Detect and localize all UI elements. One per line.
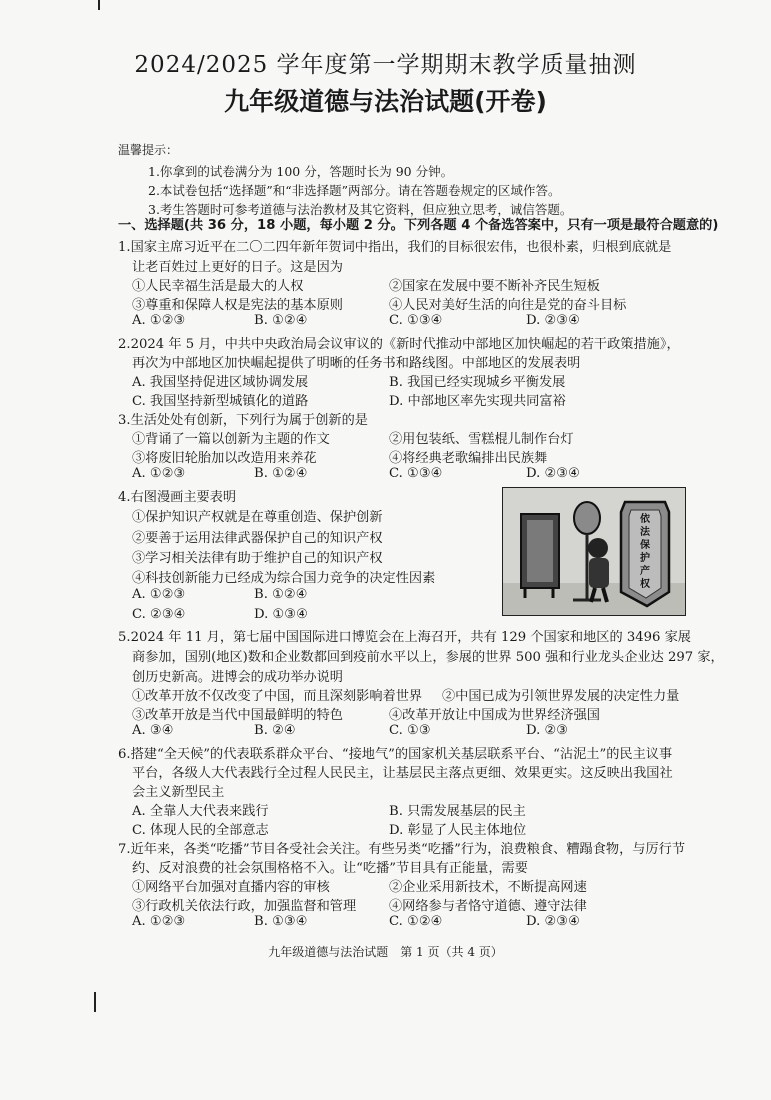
question-1-option-a[interactable]: A. ①②③ [132, 313, 186, 328]
question-5-item: ①改革开放不仅改变了中国，而且深刻影响着世界 [132, 689, 423, 704]
question-3-option-c[interactable]: C. ①③④ [389, 466, 443, 481]
question-3-option-b[interactable]: B. ①②④ [254, 466, 308, 481]
question-5-item: ②中国已成为引领世界发展的决定性力量 [442, 689, 680, 704]
question-1-option-d[interactable]: D. ②③④ [526, 313, 580, 328]
question-7-item: ③行政机关依法行政，加强监督和管理 [132, 899, 357, 914]
question-2-option-b[interactable]: B. 我国已经实现城乡平衡发展 [389, 375, 566, 390]
question-6-option-a[interactable]: A. 全靠人大代表来践行 [132, 804, 269, 819]
question-3-stem: 3.生活处处有创新，下列行为属于创新的是 [118, 413, 368, 428]
question-5-option-d[interactable]: D. ②③ [526, 723, 569, 738]
question-2-stem: 再次为中部地区加快崛起提供了明晰的任务书和路线图。中部地区的发展表明 [132, 356, 581, 371]
cartoon-illustration [503, 488, 685, 615]
question-1-option-c[interactable]: C. ①③④ [389, 313, 443, 328]
question-4-item: ③学习相关法律有助于维护自己的知识产权 [132, 551, 383, 566]
question-4-stem: 4.右图漫画主要表明 [118, 490, 237, 505]
shield-label-char: 保 [640, 540, 650, 551]
question-5-stem: 商参加，国别(地区)数和企业数都回到疫前水平以上，参展的世界 500 强和行业龙头企业达 297 家， [132, 650, 724, 665]
question-4-option-d[interactable]: D. ①③④ [254, 607, 308, 622]
tip-item: 2.本试卷包括“选择题”和“非选择题”两部分。请在答题卷规定的区域作答。 [148, 183, 561, 198]
question-2-option-a[interactable]: A. 我国坚持促进区域协调发展 [132, 375, 309, 390]
shield-label-char: 法 [640, 527, 650, 538]
question-1-stem: 让老百姓过上更好的日子。这是因为 [132, 260, 343, 275]
question-7-stem: 7.近年来，各类“吃播”节目各受社会关注。有些另类“吃播”行为，浪费粮食、糟蹋食物，与厉行节 [118, 842, 686, 857]
tip-item: 3.考生答题时可参考道德与法治教材及其它资料，但应独立思考，诚信答题。 [148, 202, 573, 217]
question-1-option-b[interactable]: B. ①②④ [254, 313, 308, 328]
question-7-option-d[interactable]: D. ②③④ [526, 914, 580, 929]
tips-heading: 温馨提示： [118, 143, 179, 157]
shield-label-char: 依 [640, 514, 650, 525]
section-heading: 一、选择题(共 36 分，18 小题，每小题 2 分。下列各题 4 个备选答案中，只有一项是最符合题意的) [118, 218, 719, 233]
question-5-option-c[interactable]: C. ①③ [389, 723, 431, 738]
question-5-stem: 创历史新高。进博会的成功举办说明 [132, 670, 343, 685]
question-4-option-c[interactable]: C. ②③④ [132, 607, 186, 622]
question-3-item: ②用包装纸、雪糕棍儿制作台灯 [389, 432, 574, 447]
question-6-stem: 平台，各级人大代表践行全过程人民民主，让基层民主落点更细、效果更实。这反映出我国社 [132, 766, 673, 781]
question-6-option-b[interactable]: B. 只需发展基层的民主 [389, 804, 526, 819]
question-5-stem: 5.2024 年 11 月，第七届中国国际进口博览会在上海召开，共有 129 个国家和地区的 3496 家展 [118, 630, 691, 645]
question-4-item: ④科技创新能力已经成为综合国力竞争的决定性因素 [132, 571, 436, 586]
page-footer: 九年级道德与法治试题 第 1 页（共 4 页） [268, 945, 503, 959]
question-7-item: ④网络参与者恪守道德、遵守法律 [389, 899, 587, 914]
shield-label-char: 产 [640, 566, 650, 577]
book-figure [521, 514, 559, 598]
question-5-option-b[interactable]: B. ②④ [254, 723, 296, 738]
question-4-option-b[interactable]: B. ①②④ [254, 587, 308, 602]
question-2-stem: 2.2024 年 5 月，中共中央政治局会议审议的《新时代推动中部地区加快崛起的若干政策措施》， [118, 337, 680, 352]
shield-label-char: 权 [640, 579, 650, 590]
question-4-item: ②要善于运用法律武器保护自己的知识产权 [132, 531, 383, 546]
question-5-item: ③改革开放是当代中国最鲜明的特色 [132, 708, 343, 723]
question-5-item: ④改革开放让中国成为世界经济强国 [389, 708, 600, 723]
question-6-stem: 6.搭建“全天候”的代表联系群众平台、“接地气”的国家机关基层联系平台、“沾泥土”的民主议事 [118, 747, 673, 762]
question-3-item: ③将废旧轮胎加以改造用来养花 [132, 451, 317, 466]
question-7-option-b[interactable]: B. ①③④ [254, 914, 308, 929]
cartoon-image [502, 487, 686, 616]
question-3-item: ④将经典老歌编排出民族舞 [389, 451, 548, 466]
shield-label-char: 护 [640, 553, 650, 564]
question-4-option-a[interactable]: A. ①②③ [132, 587, 186, 602]
exam-title: 2024/2025 学年度第一学期期末教学质量抽测 [134, 52, 637, 78]
question-4-item: ①保护知识产权就是在尊重创造、保护创新 [132, 510, 383, 525]
question-1-stem: 1.国家主席习近平在二〇二四年新年贺词中指出，我们的目标很宏伟，也很朴素，归根到底就是 [118, 240, 672, 255]
question-7-stem: 约、反对浪费的社会氛围格格不入。让“吃播”节目具有正能量，需要 [132, 861, 528, 876]
question-1-item: ①人民幸福生活是最大的人权 [132, 279, 304, 294]
scan-mark-bottom [94, 992, 96, 1012]
question-7-option-c[interactable]: C. ①②④ [389, 914, 443, 929]
question-3-option-d[interactable]: D. ②③④ [526, 466, 580, 481]
question-7-item: ②企业采用新技术，不断提高网速 [389, 880, 587, 895]
tip-item: 1.你拿到的试卷满分为 100 分，答题时长为 90 分钟。 [148, 164, 454, 179]
scan-mark-top [98, 0, 100, 10]
question-6-option-d[interactable]: D. 彰显了人民主体地位 [389, 823, 527, 838]
question-1-item: ③尊重和保障人权是宪法的基本原则 [132, 298, 343, 313]
question-3-option-a[interactable]: A. ①②③ [132, 466, 186, 481]
question-1-item: ②国家在发展中要不断补齐民生短板 [389, 279, 600, 294]
question-2-option-c[interactable]: C. 我国坚持新型城镇化的道路 [132, 394, 309, 409]
question-2-option-d[interactable]: D. 中部地区率先实现共同富裕 [389, 394, 566, 409]
question-3-item: ①背诵了一篇以创新为主题的作文 [132, 432, 330, 447]
question-5-option-a[interactable]: A. ③④ [132, 723, 174, 738]
exam-subtitle: 九年级道德与法治试题(开卷) [224, 87, 547, 116]
question-1-item: ④人民对美好生活的向往是党的奋斗目标 [389, 298, 627, 313]
question-7-option-a[interactable]: A. ①②③ [132, 914, 186, 929]
question-6-stem: 会主义新型民主 [132, 785, 225, 800]
question-6-option-c[interactable]: C. 体现人民的全部意志 [132, 823, 269, 838]
question-7-item: ①网络平台加强对直播内容的审核 [132, 880, 330, 895]
